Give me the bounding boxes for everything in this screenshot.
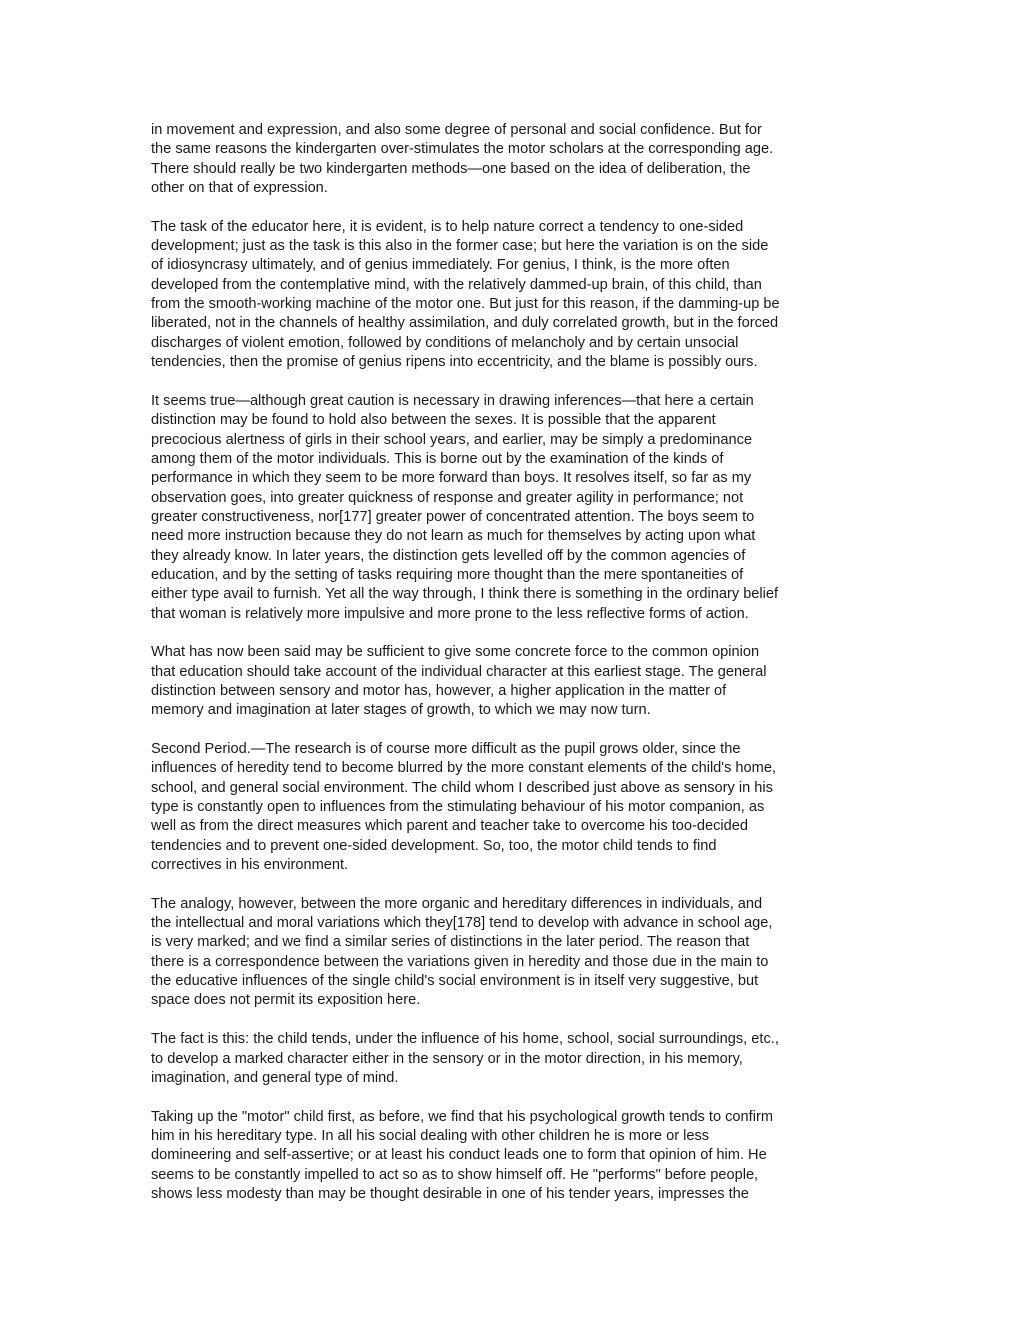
paragraph-7: The fact is this: the child tends, under the influence of his home, school, social surroundings, etc., to develop a marked character either in the sensory or in the motor direction, in his memory, imagination, and general type of mind. bbox=[151, 1031, 779, 1086]
paragraph-1: in movement and expression, and also some degree of personal and social confidence. But for the same reasons the kindergarten over-stimulates the motor scholars at the corresponding age. There should really be two kindergarten methods—one based on the idea of deliberation, the other on that of expression. bbox=[151, 122, 774, 197]
paragraph-4: What has now been said may be sufficient to give some concrete force to the common opinion that education should take account of the individual character at this earliest stage. The general distinction between sensory and motor has, however, a higher application in the matter of memory and imagination at later stages of growth, to which we may now turn. bbox=[151, 644, 767, 719]
document-page bbox=[151, 121, 876, 1204]
paragraph-3: It seems true—although great caution is necessary in drawing inferences—that here a certain distinction may be found to hold also between the sexes. It is possible that the apparent precocious alertness of girls in their school years, and earlier, may be simply a predominance among them of the motor individuals. This is borne out by the examination of the kinds of performance in which they seem to be more forward than boys. It resolves itself, so far as my observation goes, into greater quickness of response and greater agility in performance; not greater constructiveness, nor[177] greater power of concentrated attention. The boys seem to need more instruction because they do not learn as much for themselves by acting upon what they already know. In later years, the distinction gets levelled off by the common agencies of education, and by the setting of tasks requiring more thought than the mere spontaneities of either type avail to furnish. Yet all the way through, I think there is something in the ordinary belief that woman is relatively more impulsive and more prone to the less reflective forms of action. bbox=[151, 392, 779, 622]
paragraph-6: The analogy, however, between the more organic and hereditary differences in individuals, and the intellectual and moral variations which they[178] tend to develop with advance in school age, is very marked; and we find a similar series of distinctions in the later period. The reason that there is a correspondence between the variations given in heredity and those due in the main to the educative influences of the single child's social environment is in itself very suggestive, but space does not permit its exposition here. bbox=[151, 895, 773, 1009]
paragraph-8: Taking up the "motor" child first, as before, we find that his psychological growth tends to confirm him in his hereditary type. In all his social dealing with other children he is more or less domineering and self-assertive; or at least his conduct leads one to form that opinion of him. He seems to be constantly impelled to act so as to show himself off. He "performs" before people, shows less modesty than may be thought desirable in one of his tender years, impresses the bbox=[151, 1108, 773, 1202]
paragraph-5: Second Period.—The research is of course more difficult as the pupil grows older, since the influences of heredity tend to become blurred by the more constant elements of the child's home, school, and general social environment. The child whom I described just above as sensory in his type is constantly open to influences from the stimulating behaviour of his motor companion, as well as from the direct measures which parent and teacher take to overcome his too-decided tendencies and to prevent one-sided development. So, too, the motor child tends to find correctives in his environment. bbox=[151, 741, 776, 874]
paragraph-2: The task of the educator here, it is evident, is to help nature correct a tendency to one-sided development; just as the task is this also in the former case; but here the variation is on the side of idiosyncrasy ultimately, and of genius immediately. For genius, I think, is the more often developed from the contemplative mind, with the relatively dammed-up brain, of this child, than from the smooth-working machine of the motor one. But just for this reason, if the damming-up be liberated, not in the channels of healthy assimilation, and duly correlated growth, but in the forced discharges of violent emotion, followed by conditions of melancholy and by certain unsocial tendencies, then the promise of genius ripens into eccentricity, and the blame is possibly ours. bbox=[151, 218, 780, 371]
